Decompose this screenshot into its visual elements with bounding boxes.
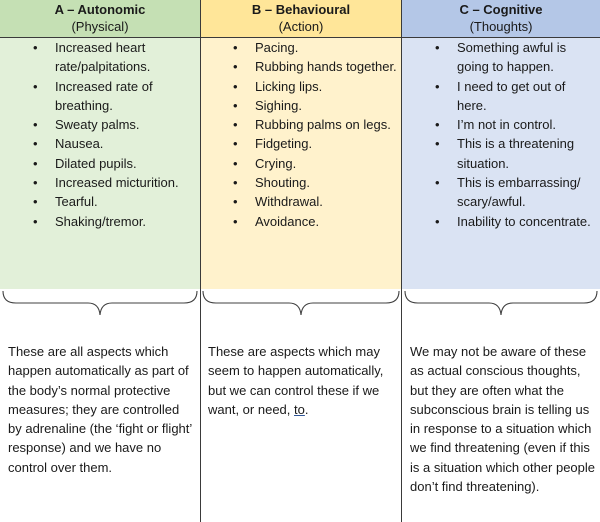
column-divider [401, 0, 402, 522]
description-text: These are aspects which may seem to happen automatically, but we can control these if we want, or need, [208, 344, 384, 417]
symptom-list [0, 37, 200, 231]
bullet-icon: • [33, 213, 38, 229]
list-item-text: This is a threatening situation. [457, 136, 575, 171]
column-title: A – Autonomic [54, 2, 146, 17]
list-item-text: Something awful is going to happen. [457, 40, 567, 75]
bullet-icon: • [233, 155, 238, 171]
list-item [402, 115, 600, 134]
list-item [200, 212, 402, 231]
list-item-text: I need to get out of here. [457, 78, 566, 113]
list-item-text: Tearful. [55, 194, 98, 210]
bullet-icon: • [233, 59, 238, 75]
list-item-text: Nausea. [55, 136, 104, 152]
curly-brace-icon [402, 289, 600, 323]
curly-brace-icon [0, 289, 200, 323]
list-item [0, 212, 200, 231]
bullet-icon: • [233, 78, 238, 94]
column-autonomic [0, 0, 200, 522]
list-item-text: Withdrawal. [255, 194, 323, 210]
bullet-icon: • [233, 117, 238, 133]
curly-brace-icon [200, 289, 402, 323]
list-item-text: Increased heart rate/palpitations. [55, 40, 151, 75]
bullet-icon: • [33, 194, 38, 210]
list-item [200, 154, 402, 173]
bullet-icon: • [435, 78, 440, 94]
bullet-icon: • [233, 213, 238, 229]
bullet-icon: • [435, 40, 440, 55]
column-header [200, 0, 402, 37]
bullet-icon: • [33, 78, 38, 94]
bullet-icon: • [435, 213, 440, 229]
list-item [402, 38, 600, 77]
list-item-text: Licking lips. [255, 78, 323, 94]
bullet-icon: • [233, 175, 238, 191]
list-item [402, 212, 600, 231]
column-header [0, 0, 200, 37]
list-item [0, 115, 200, 134]
list-item [0, 38, 200, 77]
bullet-icon: • [33, 117, 38, 133]
bullet-icon: • [33, 175, 38, 191]
column-title: C – Cognitive [459, 2, 543, 17]
description-tail: . [304, 401, 309, 417]
list-item [200, 57, 402, 76]
bullet-icon: • [33, 155, 38, 171]
list-item-text: Rubbing hands together. [255, 59, 397, 75]
bullet-icon: • [233, 136, 238, 152]
list-item-text: Increased rate of breathing. [55, 78, 153, 113]
list-item [200, 96, 402, 115]
bullet-icon: • [435, 136, 440, 152]
list-item [0, 192, 200, 211]
list-item-text: Pacing. [255, 40, 299, 55]
column-subtitle: (Physical) [71, 19, 129, 34]
column-body [402, 37, 600, 289]
list-item-text: Fidgeting. [255, 136, 313, 152]
column-subtitle: (Thoughts) [469, 19, 533, 34]
bullet-icon: • [435, 117, 440, 133]
list-item [402, 77, 600, 116]
column-title: B – Behavioural [251, 2, 351, 17]
description-end: to [294, 401, 305, 417]
header-divider [0, 37, 600, 38]
bullet-icon: • [233, 194, 238, 210]
bullet-icon: • [33, 40, 38, 55]
list-item [402, 173, 600, 212]
column-behavioural [200, 0, 402, 522]
list-item [200, 134, 402, 153]
list-item-text: Shaking/tremor. [55, 213, 147, 229]
column-body [200, 37, 402, 289]
bullet-icon: • [233, 97, 238, 113]
column-cognitive [402, 0, 600, 522]
list-item-text: Increased micturition. [55, 175, 179, 191]
list-item [200, 38, 402, 57]
list-item [200, 192, 402, 211]
list-item-text: I’m not in control. [457, 117, 556, 133]
list-item-text: Rubbing palms on legs. [255, 117, 391, 133]
column-body [0, 37, 200, 289]
list-item-text: Shouting. [255, 175, 310, 191]
column-header [402, 0, 600, 37]
list-item [402, 134, 600, 173]
list-item-text: Crying. [255, 155, 297, 171]
bullet-icon: • [233, 40, 238, 55]
column-subtitle: (Action) [278, 19, 324, 34]
column-description: We may not be aware of these as actual conscious thoughts, but they are often what the subconscious brain is telling us in response to a situation which we find threatening (even if this is a situation which other people don’t find threatening). [410, 344, 596, 495]
bullet-icon: • [33, 136, 38, 152]
list-item [200, 77, 402, 96]
list-item [0, 173, 200, 192]
list-item-text: Dilated pupils. [55, 155, 137, 171]
list-item [0, 154, 200, 173]
column-divider [200, 0, 201, 522]
list-item-text: Inability to concentrate. [457, 213, 591, 229]
column-description: These are all aspects which happen automatically as part of the body’s normal protective measures; they are controlled by adrenaline (the ‘fight or flight’ response) and we have no control over them. [8, 344, 192, 475]
list-item-text: Avoidance. [255, 213, 320, 229]
symptom-list [200, 37, 402, 231]
bullet-icon: • [435, 175, 440, 191]
list-item-text: Sweaty palms. [55, 117, 140, 133]
list-item [0, 77, 200, 116]
list-item [200, 115, 402, 134]
list-item [0, 134, 200, 153]
list-item-text: Sighing. [255, 97, 302, 113]
thought-list [402, 37, 600, 231]
column-description [208, 342, 396, 419]
list-item [200, 173, 402, 192]
list-item-text: This is embarrassing/ scary/awful. [457, 175, 581, 210]
